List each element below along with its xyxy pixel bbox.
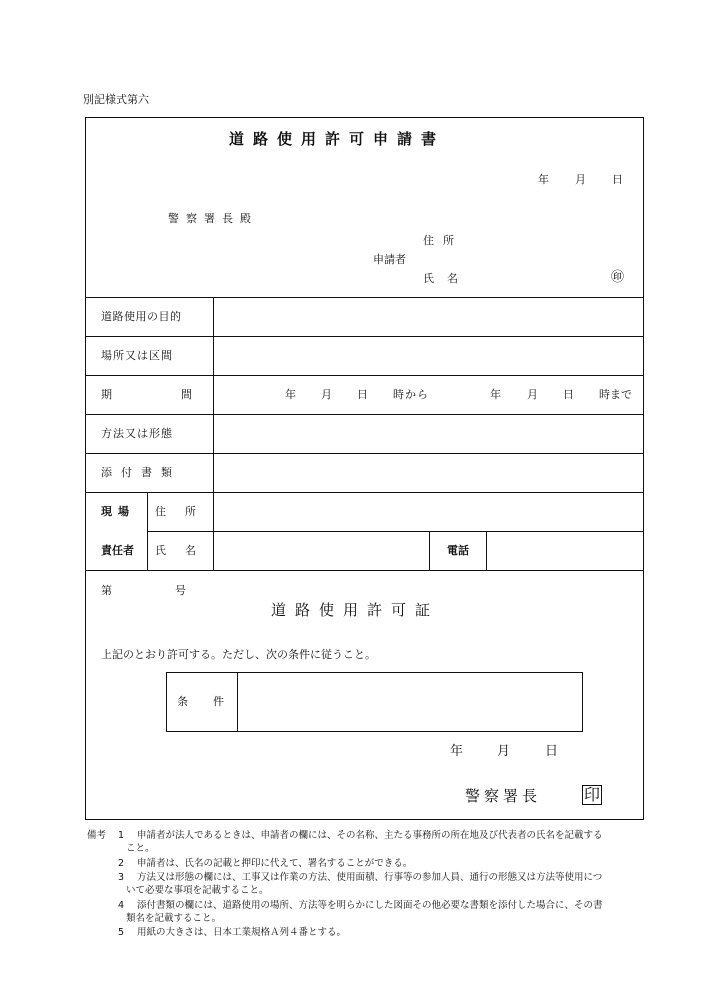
note-line: 申請者が法人であるときは、申請者の欄には、その名称、主たる事務所の所在地及び代表者の氏名を記載する <box>137 830 603 841</box>
row-divider <box>85 297 644 298</box>
phone-label-right-divider <box>486 531 487 570</box>
application-title: 道路使用許可申請書 <box>229 130 446 148</box>
permit-number-suffix: 号 <box>175 584 186 597</box>
note-number: 3 <box>118 872 125 883</box>
permit-issuer: 警察署長 <box>465 787 542 805</box>
row-divider <box>85 453 644 454</box>
period-from-year: 年 <box>285 388 296 401</box>
site-name-label: 氏名 <box>155 544 215 557</box>
row-divider <box>85 414 644 415</box>
notes-heading: 備考 <box>87 830 107 841</box>
period-to-day: 日 <box>563 388 574 401</box>
period-to-suffix: 時まで <box>599 388 632 401</box>
permit-date-month: 月 <box>497 744 511 759</box>
application-date-year: 年 <box>538 173 549 186</box>
permit-title: 道路使用許可証 <box>271 601 440 619</box>
period-label-first: 期 <box>101 388 112 401</box>
note-line: こと。 <box>126 843 155 854</box>
location-label: 場所又は区間 <box>101 349 173 362</box>
application-date-month: 月 <box>575 173 586 186</box>
method-label: 方法又は形態 <box>101 427 173 440</box>
site-manager-label-first: 現場 <box>101 505 135 518</box>
note-number: 1 <box>118 830 125 841</box>
permit-seal-icon: 印 <box>584 785 601 804</box>
period-from-month: 月 <box>321 388 332 401</box>
site-manager-label-second: 責任者 <box>101 544 134 557</box>
note-line: 添付書類の欄には、道路使用の場所、方法等を明らかにした図面その他必要な書類を添付した場合に、その書 <box>137 900 603 911</box>
row-divider <box>147 531 644 532</box>
note-line: 方法又は形態の欄には、工事又は作業の方法、使用面積、行事等の参加人員、通行の形態又は方法等使用につ <box>137 872 603 883</box>
permit-date-year: 年 <box>450 744 464 759</box>
conditions-label: 条件 <box>177 695 249 708</box>
note-line: いて必要な事項を記載すること。 <box>126 885 269 896</box>
note-number: 2 <box>118 858 125 869</box>
permit-date-day: 日 <box>545 744 559 759</box>
applicant-name-label: 氏名 <box>423 272 471 285</box>
applicant-label: 申請者 <box>373 253 406 266</box>
note-line: 類名を記載すること。 <box>126 913 222 924</box>
note-number: 4 <box>118 900 125 911</box>
applicant-address-label: 住所 <box>423 234 463 247</box>
row-divider <box>85 375 644 376</box>
note-line: 用紙の大きさは、日本工業規格Ａ列４番とする。 <box>137 927 347 938</box>
seal-icon: ㊞ <box>611 270 625 285</box>
form-number: 別記様式第六 <box>83 93 149 106</box>
application-date-day: 日 <box>612 173 623 186</box>
permit-number-prefix: 第 <box>101 584 112 597</box>
purpose-label: 道路使用の目的 <box>101 310 182 323</box>
period-to-month: 月 <box>527 388 538 401</box>
phone-label-left-divider <box>429 531 430 570</box>
note-number: 5 <box>118 927 125 938</box>
label-column-divider <box>213 297 214 570</box>
attachments-label: 添付書類 <box>101 466 181 479</box>
row-divider <box>85 570 644 571</box>
site-address-label: 住所 <box>155 505 215 518</box>
period-label-second: 間 <box>181 388 192 401</box>
row-divider <box>85 492 644 493</box>
permit-statement: 上記のとおり許可する。ただし、次の条件に従うこと。 <box>101 648 376 661</box>
period-to-year: 年 <box>490 388 501 401</box>
phone-label: 電話 <box>447 544 469 557</box>
period-from-day: 日 <box>357 388 368 401</box>
site-manager-divider <box>147 492 148 570</box>
period-from-suffix: 時から <box>393 388 429 401</box>
row-divider <box>85 336 644 337</box>
addressee: 警察署長殿 <box>168 212 258 225</box>
note-line: 申請者は、氏名の記載と押印に代えて、署名することができる。 <box>137 858 413 869</box>
